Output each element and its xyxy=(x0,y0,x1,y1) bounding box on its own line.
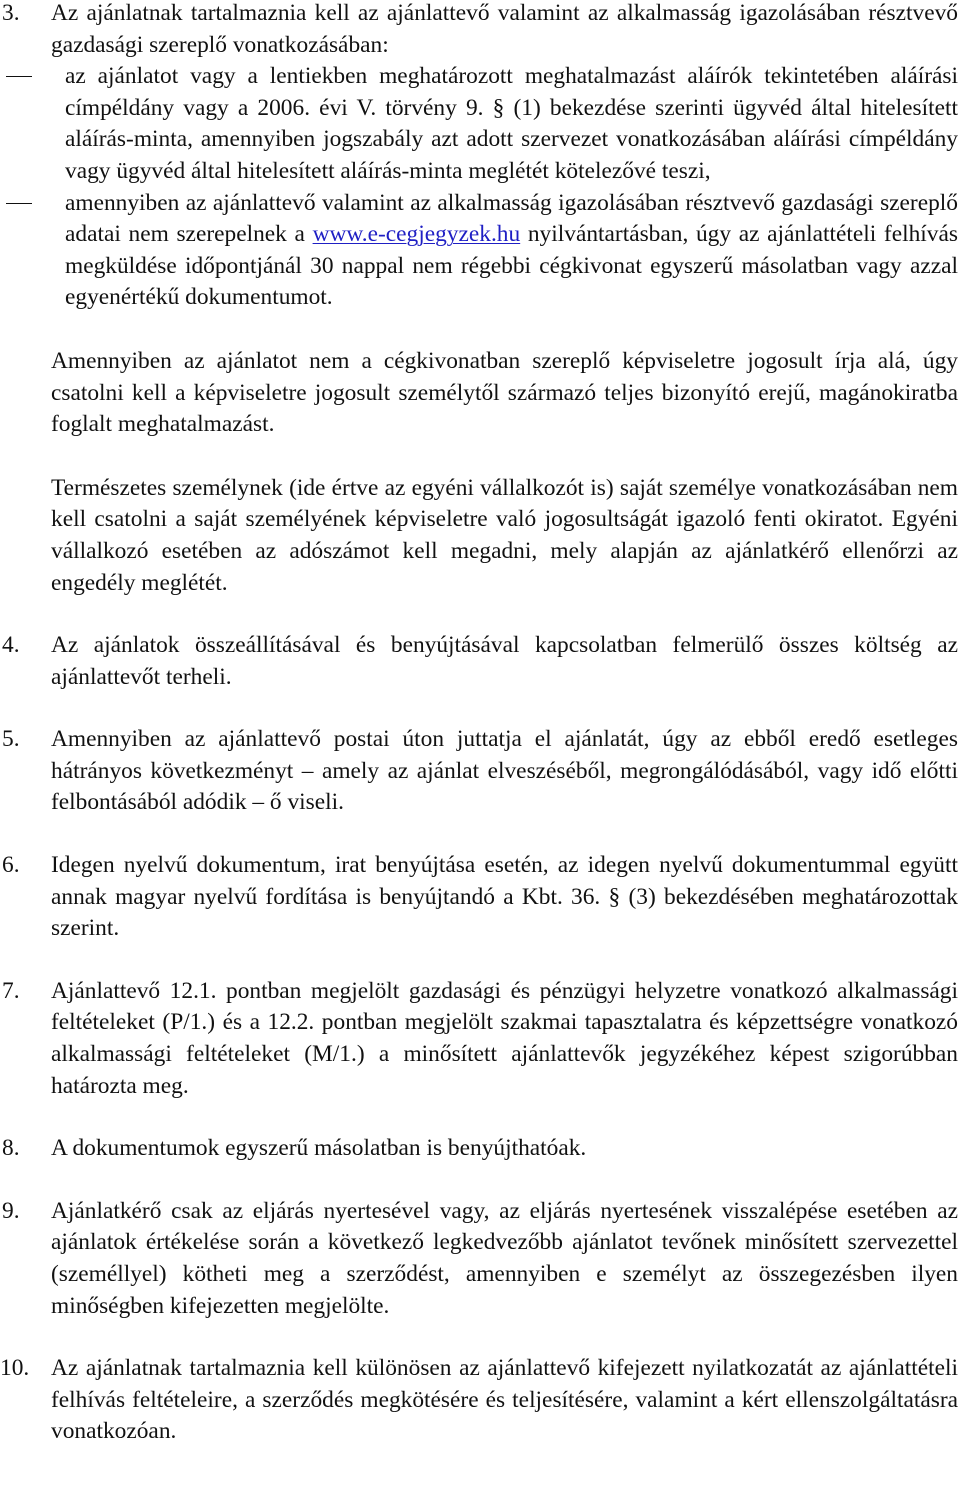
item-number: 4. xyxy=(2,632,20,659)
list-item-8 xyxy=(0,1133,958,1165)
spacer xyxy=(0,693,958,724)
dash-list-item xyxy=(0,188,958,314)
list-item-4 xyxy=(0,630,958,693)
item-text: Idegen nyelvű dokumentum, irat benyújtása esetén, az idegen nyelvű dokumentummal együtt annak magyar nyelvű fordítása is benyújtandó a Kbt. 36. § (3) bekezdésében meghatározottak szerint. xyxy=(51,852,958,942)
spacer xyxy=(0,1165,958,1196)
list-item-3 xyxy=(0,0,958,314)
item-text: Amennyiben az ajánlattevő postai úton juttatja el ajánlatát, úgy az ebből eredő esetleges hátrányos következményt – amely az ajánlat elveszéséből, megrongálódásából, vagy idő előtti felbontásából adódik – ő viseli. xyxy=(51,726,958,816)
spacer xyxy=(0,441,958,473)
item-number: 8. xyxy=(2,1135,20,1162)
dash-item-text-start: amennyiben az ajánlattevő valamint az alkalmasság igazolásában résztvevő gazdasági szereplő adatai nem szerepelnek a xyxy=(65,189,958,248)
company-registry-link[interactable]: www.e-cegjegyzek.hu xyxy=(312,221,521,248)
spacer xyxy=(0,599,958,630)
item-text: Ajánlatkérő csak az eljárás nyertesével vagy, az eljárás nyertesének visszalépése esetében az ajánlatok értékelése során a következő legkedvezőbb ajánlatot tevőnek minősített szervezettel (személlyel) kötheti meg a szerződést, amennyiben e személyt az összegezésben ilyen minőségben kifejezetten megjelölte. xyxy=(51,1197,958,1319)
item-number: 5. xyxy=(2,726,20,753)
list-item-5 xyxy=(0,724,958,819)
list-item-7 xyxy=(0,976,958,1102)
dash-bullet-icon xyxy=(6,203,32,204)
spacer xyxy=(0,1322,958,1353)
dash-list xyxy=(0,61,958,314)
spacer xyxy=(0,945,958,976)
paragraph-authorization: Amennyiben az ajánlatot nem a cégkivonatban szereplő képviseletre jogosult írja alá, úgy csatolni kell a képviseletre jogosult személytől származó teljes bizonyító erejű, magánokiratba foglalt meghatalmazást. xyxy=(51,347,958,438)
item-text: A dokumentumok egyszerű másolatban is benyújthatóak. xyxy=(51,1135,587,1162)
item-3-intro: Az ajánlatnak tartalmaznia kell az ajánlattevő valamint az alkalmasság igazolásában résztvevő gazdasági szereplő vonatkozásában: xyxy=(51,0,958,58)
list-item-9 xyxy=(0,1196,958,1322)
dash-bullet-icon xyxy=(6,76,32,77)
item-text: Ajánlattevő 12.1. pontban megjelölt gazdasági és pénzügyi helyzetre vonatkozó alkalmassági feltételeket (P/1.) és a 12.2. pontban megjelölt szakmai tapasztalatra és képzettségre vonatkozó alkalmassági feltételeket (M/1.) a minősített ajánlattevők jegyzékéhez képest szigorúbban határozta meg. xyxy=(51,977,958,1099)
spacer xyxy=(0,314,958,346)
item-number: 9. xyxy=(2,1197,20,1224)
spacer xyxy=(0,819,958,850)
list-item-10 xyxy=(0,1353,958,1448)
item-text: Az ajánlatok összeállításával és benyújtásával kapcsolatban felmerülő összes költség az ajánlattevőt terheli. xyxy=(51,632,958,690)
dash-item-text-end: nyilvántartásban, úgy az ajánlattételi felhívás megküldése időpontjánál 30 nappal nem régebbi cégkivonat egyszerű másolatban vagy azzal egyenértékű dokumentumot. xyxy=(65,221,958,311)
paragraph-natural-person: Természetes személynek (ide értve az egyéni vállalkozót is) saját személye vonatkozásában nem kell csatolni a saját személyének képviseletre való jogosultságát igazoló fenti okiratot. Egyéni vállalkozó esetében az adószámot kell megadni, mely alapján az ajánlatkérő ellenőrzi az engedély meglétét. xyxy=(51,474,958,596)
spacer xyxy=(0,1102,958,1133)
item-number: 3. xyxy=(2,0,20,26)
item-number: 6. xyxy=(2,852,20,879)
item-text: Az ajánlatnak tartalmaznia kell különösen az ajánlattevő kifejezett nyilatkozatát az ajánlattételi felhívás feltételeire, a szerződés megkötésére és teljesítésére, valamint a kért ellenszolgáltatásra vonatkozóan. xyxy=(51,1355,958,1445)
dash-list-item xyxy=(0,61,958,187)
item-number: 10. xyxy=(0,1355,30,1382)
dash-item-text: az ajánlatot vagy a lentiekben meghatározott meghatalmazást aláírók tekintetében aláírási címpéldány vagy a 2006. évi V. törvény 9. § (1) bekezdése szerinti ügyvéd által hitelesített aláírás-minta, amennyiben jogszabály azt adott szervezet vonatkozásában aláírási címpéldány vagy ügyvéd által hitelesített aláírás-minta meglétét kötelezővé teszi, xyxy=(65,63,958,184)
list-item-6 xyxy=(0,850,958,945)
item-number: 7. xyxy=(2,977,20,1004)
